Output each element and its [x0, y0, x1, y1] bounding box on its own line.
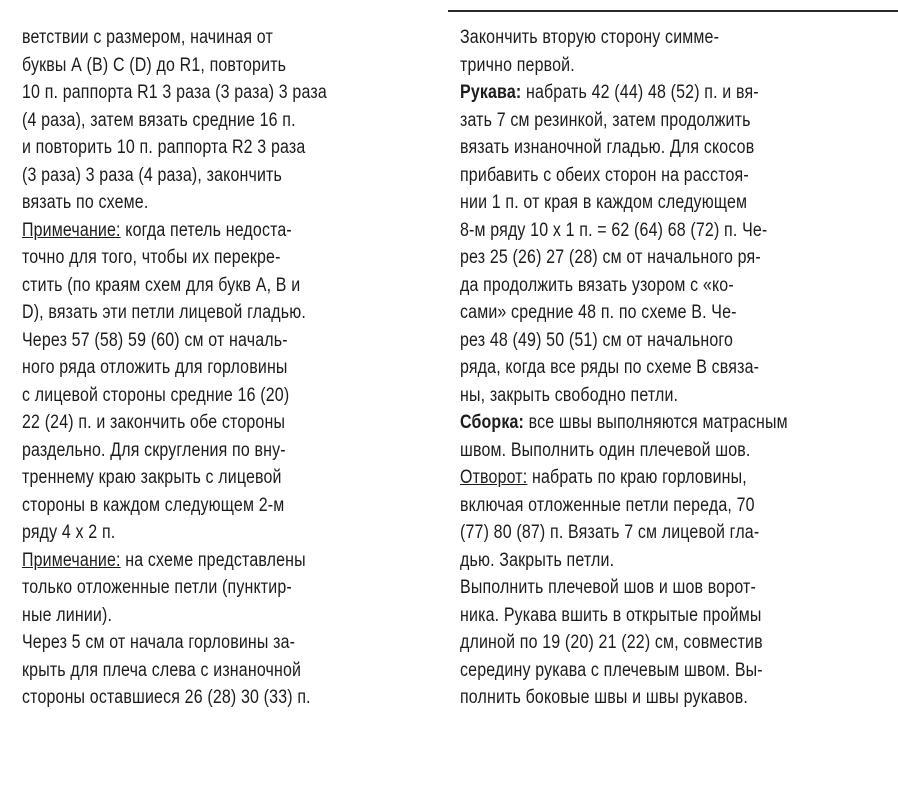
- section-paragraph: [460, 464, 846, 492]
- text-line: Выполнить плечевой шов и шов ворот-: [460, 577, 757, 598]
- text-line: сами» средние 48 п. по схеме В. Че-: [460, 302, 737, 323]
- text-line: вязать изнаночной гладью. Для скосов: [460, 137, 755, 158]
- note-label: Примечание:: [22, 549, 121, 571]
- text-line: точно для того, чтобы их перекре-: [22, 247, 281, 268]
- text-line: трично первой.: [460, 54, 575, 76]
- text-line: середину рукава с плечевым швом. Вы-: [460, 659, 763, 681]
- text-line: с лицевой стороны средние 16 (20): [22, 384, 290, 406]
- note-text: когда петель недоста-: [120, 219, 292, 241]
- top-rule: [448, 10, 898, 12]
- text-line: 22 (24) п. и закончить обе стороны: [22, 412, 286, 433]
- text-line: ного ряда отложить для горловины: [22, 357, 288, 378]
- text-line: ряду 4 х 2 п.: [22, 522, 116, 543]
- text-line: ны, закрыть свободно петли.: [460, 384, 679, 406]
- text-line: швом. Выполнить один плечевой шов.: [460, 439, 751, 461]
- text-line: D), вязать эти петли лицевой гладью.: [22, 302, 306, 323]
- text-line: да продолжить вязать узором с «ко-: [460, 274, 734, 296]
- text-line: крыть для плеча слева с изнаночной: [22, 659, 302, 681]
- section-text: все швы выполняются матрасным: [524, 412, 788, 433]
- text-line: треннему краю закрыть с лицевой: [22, 467, 282, 488]
- text-line: 10 п. раппорта R1 3 раза (3 раза) 3 раза: [22, 82, 327, 103]
- right-column: [460, 24, 846, 712]
- text-line: ные линии).: [22, 604, 113, 626]
- text-line: полнить боковые швы и швы рукавов.: [460, 687, 749, 708]
- text-line: буквы А (В) С (D) до R1, повторить: [22, 54, 287, 76]
- text-line: ветствии с размером, начиная от: [22, 27, 273, 48]
- text-line: стороны в каждом следующем 2-м: [22, 494, 285, 516]
- section-text: набрать по краю горловины,: [527, 467, 747, 488]
- text-line: рез 25 (26) 27 (28) см от начального ря-: [460, 247, 761, 268]
- note-label: Примечание:: [22, 219, 121, 241]
- text-line: прибавить с обеих сторон на расстоя-: [460, 164, 749, 186]
- text-line: Через 57 (58) 59 (60) см от началь-: [22, 329, 288, 351]
- section-paragraph: [460, 409, 846, 437]
- text-line: вязать по схеме.: [22, 192, 149, 213]
- section-label: Отворот:: [460, 467, 528, 488]
- text-line: (3 раза) 3 раза (4 раза), закончить: [22, 164, 283, 186]
- section-label: Рукава:: [460, 82, 522, 103]
- section-paragraph: [460, 79, 846, 107]
- text-line: рез 48 (49) 50 (51) см от начального: [460, 329, 734, 351]
- text-line: 8-м ряду 10 х 1 п. = 62 (64) 68 (72) п. Че-: [460, 219, 768, 241]
- section-label: Сборка:: [460, 412, 525, 433]
- note-paragraph: [22, 547, 417, 575]
- text-line: дью. Закрыть петли.: [460, 549, 615, 571]
- note-paragraph: [22, 217, 417, 245]
- left-column: [22, 24, 417, 712]
- text-line: (4 раза), затем вязать средние 16 п.: [22, 109, 296, 131]
- text-line: и повторить 10 п. раппорта R2 3 раза: [22, 137, 306, 158]
- text-line: ника. Рукава вшить в открытые проймы: [460, 604, 762, 626]
- section-text: набрать 42 (44) 48 (52) п. и вя-: [521, 82, 759, 103]
- text-line: (77) 80 (87) п. Вязать 7 см лицевой гла-: [460, 522, 760, 543]
- text-line: зать 7 см резинкой, затем продолжить: [460, 109, 751, 131]
- text-line: нии 1 п. от края в каждом следующем: [460, 192, 748, 213]
- text-line: Через 5 см от начала горловины за-: [22, 632, 296, 653]
- text-line: длиной по 19 (20) 21 (22) см, совместив: [460, 632, 763, 653]
- text-line: раздельно. Для скругления по вну-: [22, 439, 286, 461]
- text-line: стить (по краям схем для букв А, В и: [22, 274, 301, 296]
- text-line: стороны оставшиеся 26 (28) 30 (33) п.: [22, 687, 311, 708]
- text-line: ряда, когда все ряды по схеме В связа-: [460, 357, 760, 378]
- text-line: Закончить вторую сторону симме-: [460, 27, 720, 48]
- note-text: на схеме представлены: [120, 549, 306, 571]
- text-line: включая отложенные петли переда, 70: [460, 494, 755, 516]
- text-line: только отложенные петли (пунктир-: [22, 577, 292, 598]
